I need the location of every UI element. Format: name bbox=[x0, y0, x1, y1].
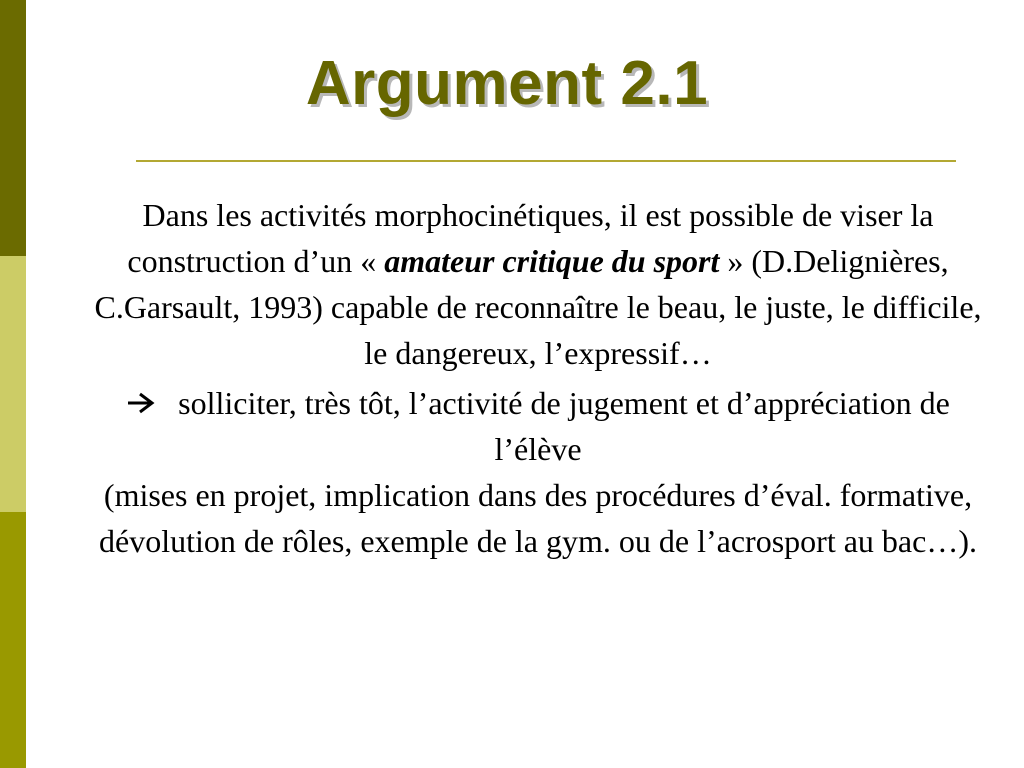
paragraph-1-text-before: Dans les activités morphocinétiques, il est possible de viser la construction d’un « bbox=[127, 197, 934, 279]
paragraph-2-line-1: solliciter, très tôt, l’activité de jugement et d’appréciation de l’élève bbox=[178, 385, 950, 467]
paragraph-1-emphasis: amateur critique du sport bbox=[384, 243, 720, 279]
slide-body bbox=[80, 192, 996, 564]
title-underline-rule bbox=[136, 160, 956, 162]
paragraph-2-line-2: (mises en projet, implication dans des procédures d’éval. formative, dévolution de rôles, exemple de la gym. ou de l’acrosport au bac…). bbox=[99, 477, 977, 559]
paragraph-2 bbox=[80, 380, 996, 564]
side-bar-bottom-segment bbox=[0, 512, 26, 768]
right-arrow-icon bbox=[126, 391, 156, 415]
paragraph-1-text-after: » (D.Delignières, C.Garsault, 1993) capable de reconnaître le beau, le juste, le difficile, le dangereux, l’expressif… bbox=[94, 243, 982, 371]
side-bar-middle-segment bbox=[0, 256, 26, 512]
paragraph-1 bbox=[80, 192, 996, 376]
side-bar-top-segment bbox=[0, 0, 26, 256]
slide-title: Argument 2.1 bbox=[305, 49, 709, 118]
